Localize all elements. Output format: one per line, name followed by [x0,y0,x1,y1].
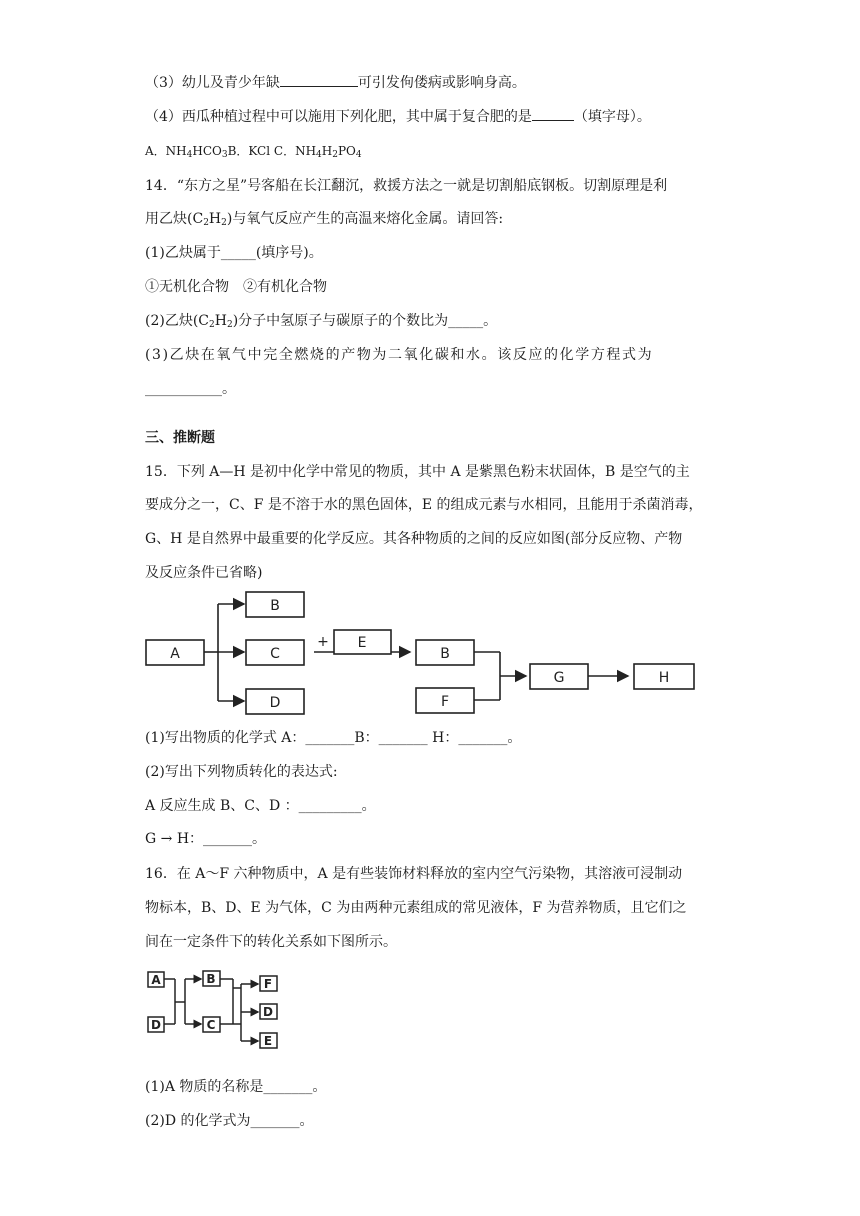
label-e: E [263,1034,273,1048]
label-b: B [270,598,280,614]
label-f: F [440,694,450,710]
q15-part2: (2)写出下列物质转化的表达式: [145,764,338,780]
q15-stem-line4: 及反应条件已省略) [145,565,263,581]
q14-part1: (1)乙炔属于_____(填序号)。 [145,245,323,261]
q14-part3-blank: ___________。 [145,381,236,397]
q15-stem-line2: 要成分之一，C、F 是不溶于水的黑色固体，E 的组成元素与水相同，且能用于杀菌消毒， [145,497,703,513]
q13-part3: （3）幼儿及青少年缺 可引发佝偻病或影响身高。 [145,72,526,93]
q16-part1: (1)A 物质的名称是_______。 [145,1079,327,1095]
q14-stem-line2: 用乙炔$(C_2H_2)$与氧气反应产生的高温来熔化金属。请回答: [145,211,504,228]
q15-flow-diagram [0,590,860,720]
label-d2: D [263,1005,273,1019]
q14-part3: (3)乙炔在氧气中完全燃烧的产物为二氧化碳和水。该反应的化学方程式为 [145,347,654,363]
label-b: B [206,972,216,986]
label-d: D [269,695,281,711]
q16-stem-line3: 间在一定条件下的转化关系如下图所示。 [145,934,397,950]
q14-part2: (2)乙炔$(C_2H_2)$分子中氢原子与碳原子的个数比为_____。 [145,313,498,330]
label-f: F [263,977,273,991]
answer-blank[interactable] [532,106,574,121]
section-title: 三、推断题 [145,430,215,446]
label-g: G [553,670,565,686]
q16-stem-line2: 物标本，B、D、E 为气体，C 为由两种元素组成的常见液体，F 为营养物质，且它们之 [145,900,687,916]
q16-flow-diagram [145,964,285,1054]
q16-part2: (2)D 的化学式为_______。 [145,1113,314,1129]
label-c: C [270,646,280,662]
q15-stem-line1: 15．下列 A—H 是初中化学中常见的物质，其中 A 是紫黑色粉末状固体，B 是空气的主 [145,464,690,480]
q13-part4: （4）西瓜种植过程中可以施用下列化肥，其中属于复合肥的是 （填字母）。 [145,106,651,127]
q14-stem-line1: 14．“东方之星”号客船在长江翻沉，救援方法之一就是切割船底钢板。切割原理是利 [145,178,668,194]
q15-part1: (1)写出物质的化学式 A：_______B：_______ H：_______。 [145,730,522,746]
label-a: A [151,973,161,987]
label-h: H [658,670,670,686]
label-a: A [170,646,180,662]
label-plus: + [317,634,329,650]
answer-blank[interactable] [280,72,358,87]
q13-options: A．$NH_4HCO_3B$．KCl C．$NH_4H_2PO_4$ [145,144,362,160]
q15-part2b: G → H：_______。 [145,831,267,847]
label-c: C [206,1018,216,1032]
q15-part2a: A 反应生成 B、C、D ：_________。 [145,798,376,814]
label-d: D [151,1018,161,1032]
label-b2: B [440,646,450,662]
q14-part1-options: ①无机化合物 ②有机化合物 [145,279,327,295]
q16-stem-line1: 16．在 A～F 六种物质中，A 是有些装饰材料释放的室内空气污染物，其溶液可浸制动 [145,866,683,882]
label-e: E [357,635,367,651]
q15-stem-line3: G、H 是自然界中最重要的化学反应。其各种物质的之间的反应如图(部分反应物、产物 [145,531,683,547]
